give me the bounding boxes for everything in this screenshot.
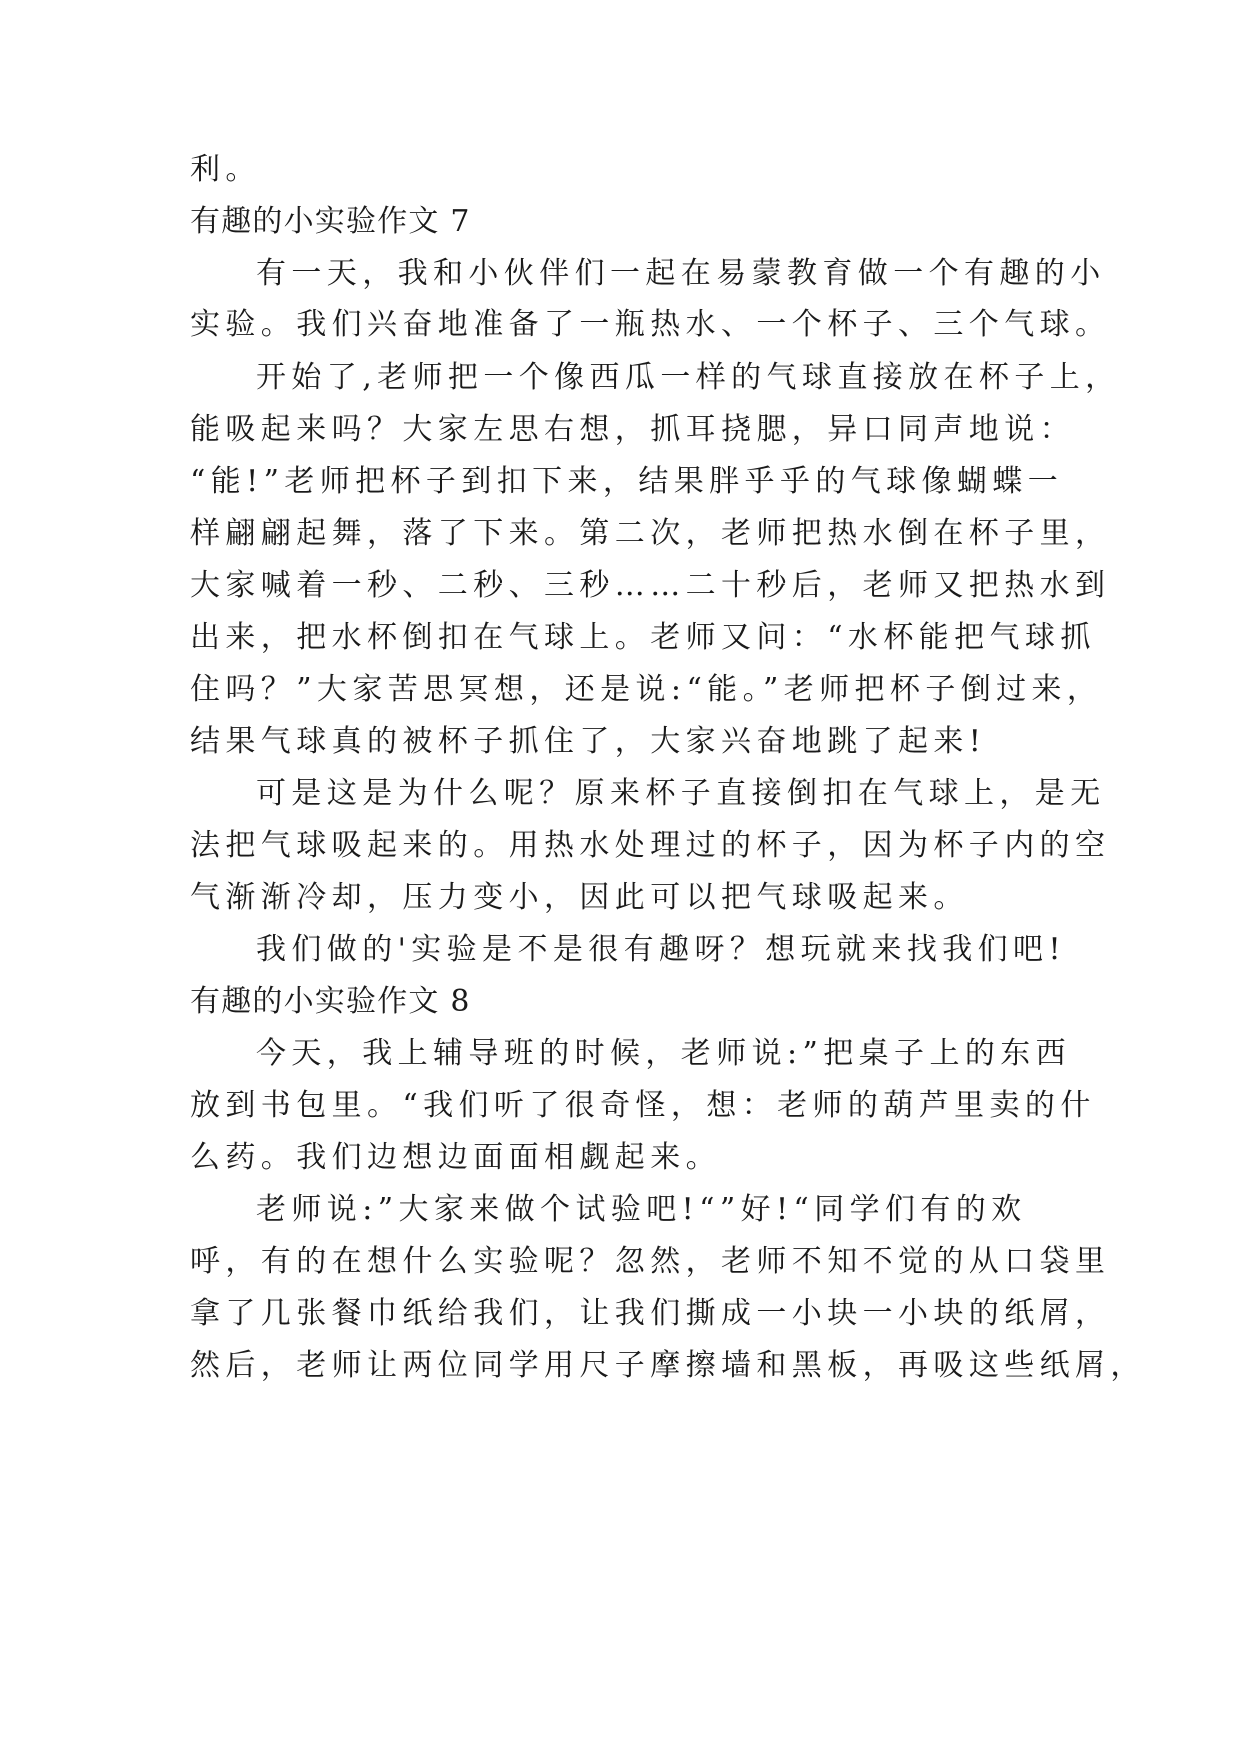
paragraph-line: 样翩翩起舞，落了下来。第二次，老师把热水倒在杯子里，: [190, 516, 1111, 551]
paragraph-line: 呼，有的在想什么实验呢？忽然，老师不知不觉的从口袋里: [190, 1244, 1111, 1279]
paragraph-line: 能吸起来吗？大家左思右想，抓耳挠腮，异口同声地说：: [190, 412, 1075, 447]
paragraph-line: 气渐渐冷却，压力变小，因此可以把气球吸起来。: [190, 880, 969, 915]
paragraph-line: 拿了几张餐巾纸给我们，让我们撕成一小块一小块的纸屑，: [190, 1296, 1111, 1331]
paragraph-line: 开始了,老师把一个像西瓜一样的气球直接放在杯子上，: [256, 360, 1121, 395]
paragraph-line: 然后，老师让两位同学用尺子摩擦墙和黑板，再吸这些纸屑，: [190, 1348, 1146, 1383]
paragraph-line: 我们做的'实验是不是很有趣呀？想玩就来找我们吧!: [256, 932, 1066, 967]
paragraph-line: 实验。我们兴奋地准备了一瓶热水、一个杯子、三个气球。: [190, 307, 1111, 342]
paragraph-line: 今天，我上辅导班的时候，老师说:”把桌子上的东西: [256, 1036, 1072, 1071]
paragraph-line: 可是这是为什么呢？原来杯子直接倒扣在气球上，是无: [256, 776, 1106, 811]
paragraph-line: 放到书包里。“我们听了很奇怪，想：老师的葫芦里卖的什: [190, 1088, 1096, 1123]
paragraph-line: 住吗？”大家苦思冥想，还是说:“能。”老师把杯子倒过来，: [190, 672, 1103, 707]
paragraph-line: 出来，把水杯倒扣在气球上。老师又问：“水杯能把气球抓: [190, 620, 1096, 655]
section-heading-7: 有趣的小实验作文 7: [190, 204, 471, 239]
paragraph-line: 么药。我们边想边面面相觑起来。: [190, 1140, 721, 1175]
paragraph-line: 大家喊着一秒、二秒、三秒……二十秒后，老师又把热水到: [190, 568, 1111, 603]
paragraph-line: 法把气球吸起来的。用热水处理过的杯子，因为杯子内的空: [190, 828, 1111, 863]
paragraph-line: 结果气球真的被杯子抓住了，大家兴奋地跳了起来!: [190, 724, 987, 759]
paragraph-line: 有一天，我和小伙伴们一起在易蒙教育做一个有趣的小: [256, 256, 1106, 291]
paragraph-line: “能!”老师把杯子到扣下来，结果胖乎乎的气球像蝴蝶一: [190, 464, 1064, 499]
section-heading-8: 有趣的小实验作文 8: [190, 984, 471, 1019]
paragraph-line: 老师说:”大家来做个试验吧!“”好!“同学们有的欢: [256, 1192, 1027, 1227]
paragraph-tail-line: 利。: [190, 152, 261, 187]
